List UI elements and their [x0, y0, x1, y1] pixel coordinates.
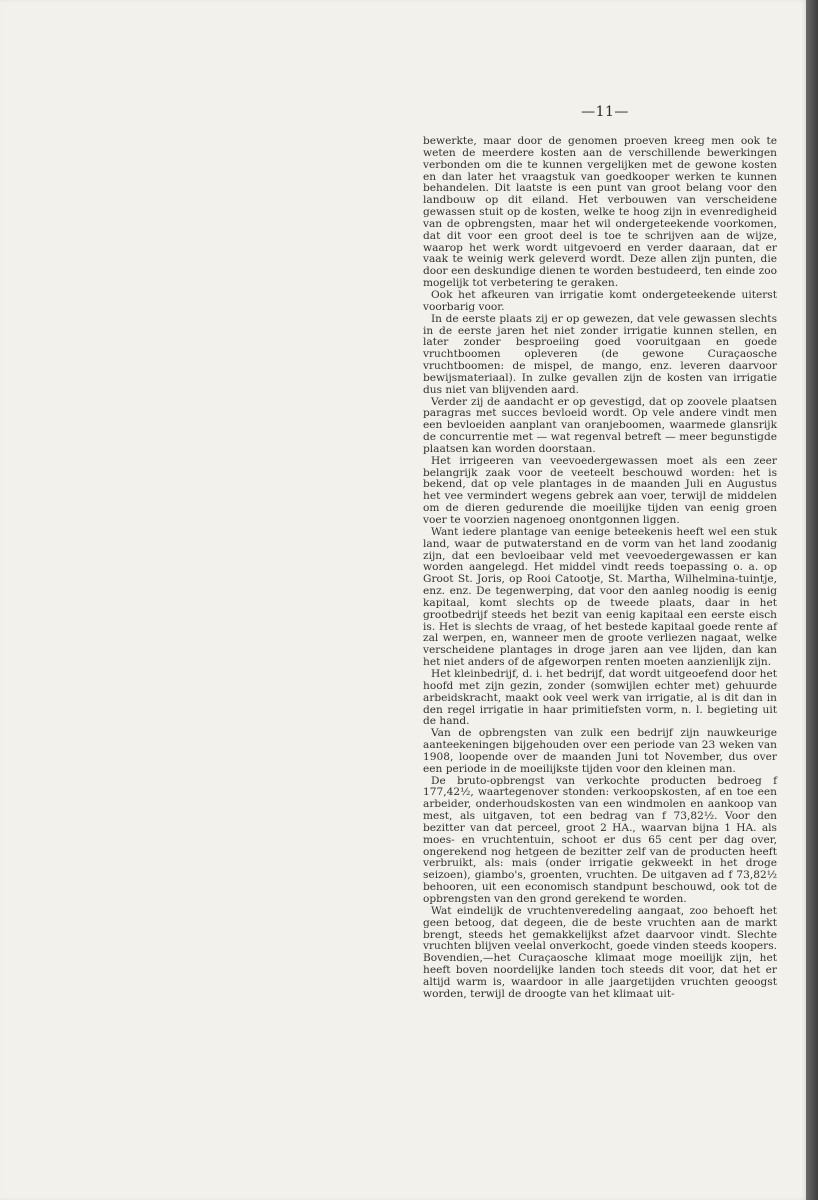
paragraph-4: Verder zij de aandacht er op gevestigd, dat op zoovele plaatsen paragras met succes bevloeid wordt. Op vele andere vindt men een bevloeiden aanplant van oranjeboomen, waarmede glansrijk de concurrentie met — wat regenval betreft — meer begunstigde plaatsen kan worden doorstaan. [423, 395, 777, 455]
paragraph-10: Wat eindelijk de vruchtenveredeling aangaat, zoo behoeft het geen betoog, dat degeen, die de beste vruchten aan de markt brengt, steeds het gemakkelijkst afzet daarvoor vindt. Slechte vruchten blijven veelal onverkocht, goede vinden steeds koopers. Bovendien,—het Curaçaosche klimaat moge moeilijk zijn, het heeft boven noordelijke landen toch steeds dit voor, dat het er altijd warm is, waardoor in alle jaargetijden vruchten geoogst worden, terwijl de droogte van het klimaat uit- [423, 904, 777, 1000]
paragraph-6: Want iedere plantage van eenige beteekenis heeft wel een stuk land, waar de putwaterstand en de vorm van het land zoodanig zijn, dat een bevloeibaar veld met veevoedergewassen er kan worden aangelegd. Het middel vindt reeds toepassing o. a. op Groot St. Joris, op Rooi Catootje, St. Martha, Wilhelmina-tuintje, enz. enz. De tegenwerping, dat voor den aanleg noodig is eenig kapitaal, komt slechts op de tweede plaats, daar in het grootbedrijf steeds het bezit van eenig kapitaal een eerste eisch is. Het is slechts de vraag, of het bestede kapitaal goede rente af zal werpen, en, wanneer men de groote verliezen nagaat, welke verscheidene plantages in droge jaren aan vee lijden, dan kan het niet anders of de afgeworpen renten moeten aanzienlijk zijn. [423, 525, 777, 669]
paragraph-2: Ook het afkeuren van irrigatie komt ondergeteekende uiterst voorbarig voor. [423, 288, 777, 313]
paragraph-1: bewerkte, maar door de genomen proeven kreeg men ook te weten de meerdere kosten aan de verschillende bewerkingen verbonden om die te kunnen vergelijken met de gewone kosten en dan later het vraagstuk van goedkooper werken te kunnen behandelen. Dit laatste is een punt van groot belang voor den landbouw op dit eiland. Het verbouwen van verscheidene gewassen stuit op de kosten, welke te hoog zijn in evenredigheid van de opbrengsten, maar het wil ondergeteekende voorkomen, dat dit voor een groot deel is toe te schrijven aan de wijze, waarop het werk wordt uitgevoerd en verder daaraan, dat er vaak te weinig werk geleverd wordt. Deze allen zijn punten, die door een deskundige dienen te worden bestudeerd, ten einde zoo mogelijk tot verbetering te geraken. [423, 135, 777, 290]
body-text-column [423, 136, 777, 1001]
paragraph-8: Van de opbrengsten van zulk een bedrijf zijn nauwkeurige aanteekeningen bijgehouden over een periode van 23 weken van 1908, loopende over de maanden Juni tot November, dus over een periode in de moeilijkste tijden voor den kleinen man. [423, 727, 777, 775]
paragraph-7: Het kleinbedrijf, d. i. het bedrijf, dat wordt uitgeoefend door het hoofd met zijn gezin, zonder (somwijlen echter met) gehuurde arbeidskracht, maakt ook veel werk van irrigatie, al is dit dan in den regel irrigatie in haar primitiefsten vorm, n. l. begieting uit de hand. [423, 667, 777, 728]
paragraph-9: De bruto-opbrengst van verkochte producten bedroeg f 177,42½, waartegenover stonden: verkoopskosten, af en toe een arbeider, onderhoudskosten van een windmolen en aankoop van mest, als uitgaven, tot een bedrag van f 73,82½. Voor den bezitter van dat perceel, groot 2 HA., waarvan bijna 1 HA. als moes- en vruchtentuin, schoot er dus 65 cent per dag over, ongerekend nog hetgeen de bezitter zelf van de producten heeft verbruikt, als: mais (onder irrigatie gekweekt in het droge seizoen), giambo's, groenten, vruchten. De uitgaven ad f 73,82½ behooren, uit een economisch standpunt beschouwd, ook tot de opbrengsten van den grond gerekend te worden. [423, 774, 777, 905]
page-number: —11— [581, 104, 629, 120]
paragraph-3: In de eerste plaats zij er op gewezen, dat vele gewassen slechts in de eerste jaren het niet zonder irrigatie kunnen stellen, en later zonder besproeiing goed vooruitgaan en goede vruchtboomen opleveren (de gewone Curaçaosche vruchtboomen: de mispel, de mango, enz. leveren daarvoor bewijsmateriaal). In zulke gevallen zijn de kosten van irrigatie dus niet van blijvenden aard. [423, 312, 777, 396]
paragraph-5: Het irrigeeren van veevoedergewassen moet als een zeer belangrijk zaak voor de veeteelt beschouwd worden: het is bekend, dat op vele plantages in de maanden Juli en Augustus het vee vermindert wegens gebrek aan voer, terwijl de middelen om de dieren gedurende die moeilijke tijden van eenig groen voer te voorzien nagenoeg onontgonnen liggen. [423, 454, 777, 526]
page-edge [806, 0, 818, 1200]
